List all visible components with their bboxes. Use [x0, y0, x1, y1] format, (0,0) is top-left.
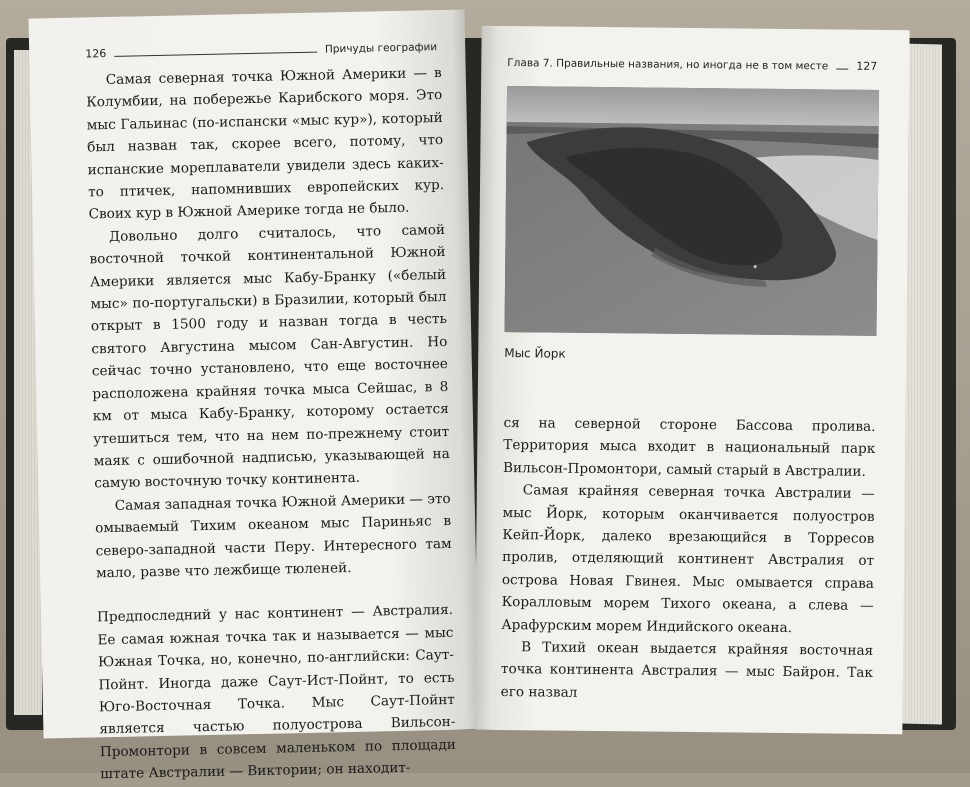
- paragraph: В Тихий океан выдается крайняя восточная точка континента Австралия — мыс Байрон. Так его назвал: [500, 639, 874, 701]
- cape-york-photo: [504, 86, 879, 336]
- header-rule: [114, 52, 317, 57]
- left-running-header: [85, 40, 437, 60]
- right-running-title: Глава 7. Правильные названия, но иногда не в том месте: [507, 57, 829, 73]
- header-rule: [836, 68, 848, 69]
- right-running-header: [507, 56, 877, 73]
- right-page: [474, 26, 909, 734]
- paragraph: Самая западная точка Южной Америки — это омываемый Тихим океаном мыс Париньяс в северо-западной части Перу. Интересного там мало, разве что лежбище тюленей.: [95, 490, 452, 582]
- paragraph: ся на северной стороне Бассова пролива. Территория мыса входит в национальный парк Вильсон-Промонтори, самый старый в Австралии.: [502, 415, 876, 480]
- photo-caption: Мыс Йорк: [504, 346, 566, 361]
- paragraph: Самая северная точка Южной Америки — в Колумбии, на побережье Карибского моря. Это мыс Гальинас (по-испански «мыс кур»), который был назван так, скорее всего, потому, что испанские мореплаватели увидели здесь каких-то птичек, напомнивших европейских кур. Своих кур в Южной Америке тогда не было.: [86, 65, 445, 223]
- left-body-text: [86, 62, 457, 786]
- left-page-number: 126: [85, 47, 107, 61]
- left-page: [29, 10, 480, 783]
- paragraph: Самая крайняя северная точка Австралии — мыс Йорк, которым оканчивается полуостров Кейп-Йорк, далеко врезающийся в Торресов пролив, отделяющий континент Австралия от острова Новая Гвинея. Мыс омывается справа Коралловым морем Тихого океана, а слева — Арафурским морем Индийского океана.: [501, 482, 875, 636]
- right-page-number: 127: [856, 59, 878, 73]
- paragraph: Довольно долго считалось, что самой восточной точкой континентальной Южной Америки является мыс Кабу-Бранку («белый мыс» по-португальски) в Бразилии, который был открыт в 1500 году и назван тогда в честь святого Августина мысом Сан-Августин. Но сейчас точно установлено, что еще восточнее расположена крайняя точка мыса Сейшас, в 8 км от мыса Кабу-Бранку, которому остается утешиться тем, что на нем по-прежнему стоит маяк с ошибочной надписью, указывающей на самую восточную точку континента.: [89, 221, 450, 492]
- left-running-title: Причуды географии: [324, 41, 438, 56]
- paragraph: Предпоследний у нас континент — Австралия. Ее самая южная точка так и называется — мыс Южная Точка, но, конечно, по-английски: Саут-Пойнт. Иногда даже Саут-Ист-Пойнт, то есть Юго-Восточная Точка. Мыс Саут-Пойнт является частью полуострова Вильсон-Промонтори в совсем маленьком по площади штате Австралии — Виктории; он находит-: [96, 602, 456, 783]
- right-body-text: [501, 412, 876, 707]
